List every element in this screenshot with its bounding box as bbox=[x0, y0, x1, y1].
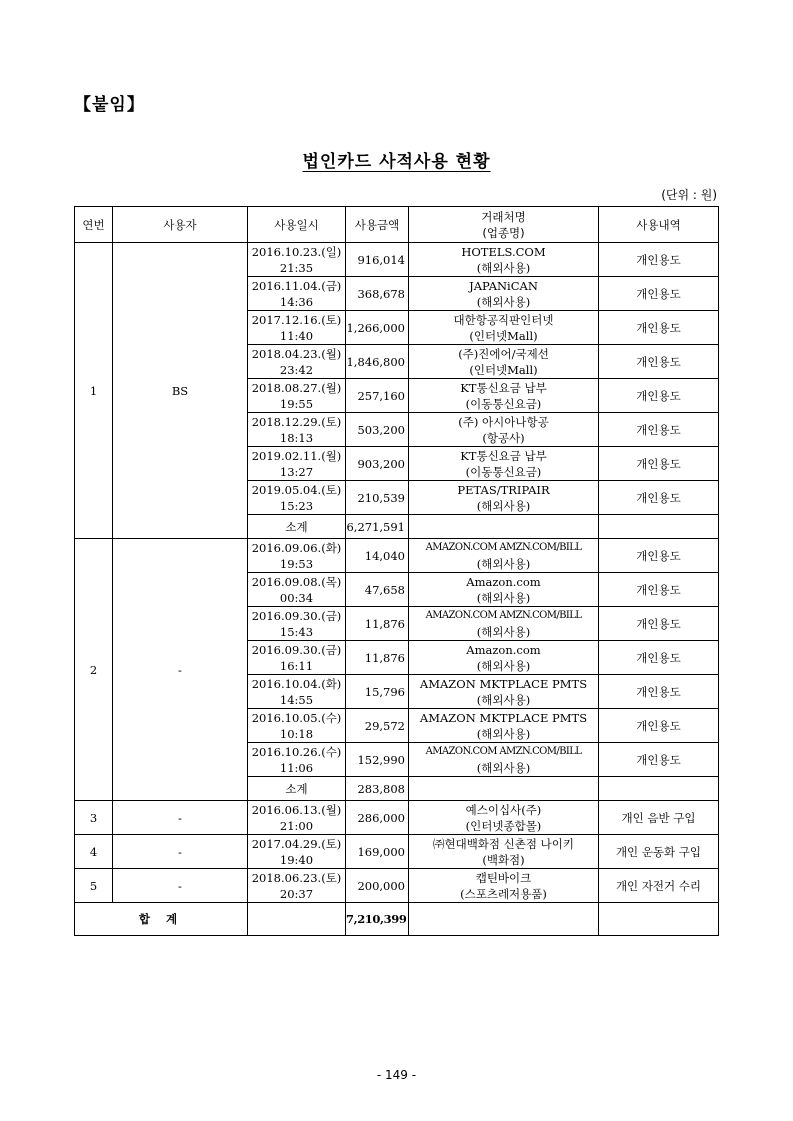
merchant-category: (해외사용) bbox=[476, 556, 531, 571]
usage-amount: 210,539 bbox=[346, 481, 409, 515]
usage-time: 14:55 bbox=[279, 692, 314, 707]
merchant-cell bbox=[409, 743, 599, 777]
subtotal-label: 소계 bbox=[248, 777, 346, 801]
row-number: 3 bbox=[75, 801, 113, 835]
usage-amount: 169,000 bbox=[346, 835, 409, 869]
usage-datetime bbox=[248, 447, 346, 481]
merchant-category: (항공사) bbox=[482, 430, 525, 445]
row-number: 5 bbox=[75, 869, 113, 903]
page-number: - 149 - bbox=[376, 1068, 417, 1082]
page-title-text: 법인카드 사적사용 현황 bbox=[302, 152, 491, 172]
usage-amount: 200,000 bbox=[346, 869, 409, 903]
merchant-category: (해외사용) bbox=[476, 498, 531, 513]
merchant-name: AMAZON.COM AMZN.COM/BILL bbox=[425, 745, 582, 757]
page-title bbox=[0, 147, 793, 172]
usage-amount: 916,014 bbox=[346, 243, 409, 277]
merchant-cell bbox=[409, 447, 599, 481]
usage-date: 2016.09.08.(목) bbox=[251, 574, 342, 589]
merchant-cell bbox=[409, 607, 599, 641]
usage-purpose: 개인용도 bbox=[599, 641, 719, 675]
usage-datetime bbox=[248, 801, 346, 835]
usage-datetime bbox=[248, 311, 346, 345]
usage-purpose: 개인 운동화 구입 bbox=[599, 835, 719, 869]
total-row bbox=[75, 903, 719, 936]
usage-date: 2016.10.04.(화) bbox=[251, 676, 342, 691]
subtotal-empty-merchant bbox=[409, 515, 599, 539]
usage-time: 15:43 bbox=[279, 624, 314, 639]
unit-note: (단위 : 원) bbox=[661, 188, 717, 202]
usage-purpose: 개인용도 bbox=[599, 243, 719, 277]
usage-datetime bbox=[248, 743, 346, 777]
usage-purpose: 개인용도 bbox=[599, 447, 719, 481]
usage-datetime bbox=[248, 481, 346, 515]
subtotal-empty-purpose bbox=[599, 777, 719, 801]
merchant-cell bbox=[409, 869, 599, 903]
merchant-category: (해외사용) bbox=[476, 260, 531, 275]
usage-amount: 503,200 bbox=[346, 413, 409, 447]
usage-datetime bbox=[248, 709, 346, 743]
merchant-cell bbox=[409, 835, 599, 869]
merchant-name: (주)진에어/국제선 bbox=[458, 346, 549, 361]
merchant-cell bbox=[409, 709, 599, 743]
merchant-name: JAPANiCAN bbox=[469, 278, 538, 293]
total-empty-purpose bbox=[599, 903, 719, 936]
usage-date: 2016.11.04.(금) bbox=[251, 278, 342, 293]
usage-datetime bbox=[248, 573, 346, 607]
usage-time: 15:23 bbox=[279, 498, 314, 513]
header-datetime: 사용일시 bbox=[248, 207, 346, 243]
merchant-cell bbox=[409, 345, 599, 379]
usage-time: 11:06 bbox=[279, 760, 314, 775]
usage-purpose: 개인용도 bbox=[599, 743, 719, 777]
usage-amount: 1,846,800 bbox=[346, 345, 409, 379]
usage-purpose: 개인용도 bbox=[599, 311, 719, 345]
usage-datetime bbox=[248, 243, 346, 277]
usage-purpose: 개인용도 bbox=[599, 277, 719, 311]
attachment-label: 【붙임】 bbox=[74, 95, 145, 115]
usage-datetime bbox=[248, 675, 346, 709]
merchant-cell bbox=[409, 573, 599, 607]
usage-date: 2016.09.30.(금) bbox=[251, 642, 342, 657]
usage-purpose: 개인용도 bbox=[599, 481, 719, 515]
usage-date: 2016.09.30.(금) bbox=[251, 608, 342, 623]
row-number: 1 bbox=[75, 243, 113, 539]
header-row bbox=[75, 207, 719, 243]
merchant-category: (해외사용) bbox=[476, 658, 531, 673]
usage-amount: 11,876 bbox=[346, 607, 409, 641]
merchant-cell bbox=[409, 311, 599, 345]
header-user: 사용자 bbox=[113, 207, 248, 243]
usage-purpose: 개인용도 bbox=[599, 379, 719, 413]
merchant-cell bbox=[409, 641, 599, 675]
row-number: 4 bbox=[75, 835, 113, 869]
usage-date: 2019.02.11.(월) bbox=[251, 448, 342, 463]
usage-datetime bbox=[248, 835, 346, 869]
user-name: - bbox=[113, 835, 248, 869]
usage-datetime bbox=[248, 379, 346, 413]
usage-time: 21:00 bbox=[279, 818, 314, 833]
merchant-name: KT통신요금 납부 bbox=[460, 448, 547, 463]
usage-purpose: 개인용도 bbox=[599, 345, 719, 379]
merchant-name: Amazon.com bbox=[466, 642, 541, 657]
usage-date: 2019.05.04.(토) bbox=[251, 482, 342, 497]
usage-date: 2018.12.29.(토) bbox=[251, 414, 342, 429]
subtotal-amount: 6,271,591 bbox=[346, 515, 409, 539]
usage-amount: 29,572 bbox=[346, 709, 409, 743]
usage-datetime bbox=[248, 641, 346, 675]
usage-time: 21:35 bbox=[279, 260, 314, 275]
table-row bbox=[75, 869, 719, 903]
usage-date: 2018.06.23.(토) bbox=[251, 870, 342, 885]
subtotal-label: 소계 bbox=[248, 515, 346, 539]
usage-amount: 257,160 bbox=[346, 379, 409, 413]
merchant-category: (해외사용) bbox=[476, 624, 531, 639]
merchant-name: AMAZON.COM AMZN.COM/BILL bbox=[425, 609, 582, 621]
merchant-category: (해외사용) bbox=[476, 726, 531, 741]
usage-amount: 15,796 bbox=[346, 675, 409, 709]
header-merchant-name: 거래처명 bbox=[481, 209, 526, 224]
merchant-cell bbox=[409, 277, 599, 311]
table-row bbox=[75, 539, 719, 573]
header-merchant bbox=[409, 207, 599, 243]
header-purpose: 사용내역 bbox=[599, 207, 719, 243]
subtotal-empty-merchant bbox=[409, 777, 599, 801]
usage-purpose: 개인용도 bbox=[599, 573, 719, 607]
usage-date: 2018.08.27.(월) bbox=[251, 380, 342, 395]
usage-time: 11:40 bbox=[279, 328, 314, 343]
usage-datetime bbox=[248, 607, 346, 641]
merchant-name: Amazon.com bbox=[466, 574, 541, 589]
usage-datetime bbox=[248, 277, 346, 311]
merchant-category: (스포츠레저용품) bbox=[460, 886, 547, 901]
usage-date: 2016.06.13.(월) bbox=[251, 802, 342, 817]
merchant-category: (이동통신요금) bbox=[465, 464, 542, 479]
usage-purpose: 개인 자전거 수리 bbox=[599, 869, 719, 903]
usage-time: 19:40 bbox=[279, 852, 314, 867]
merchant-cell bbox=[409, 801, 599, 835]
usage-datetime bbox=[248, 345, 346, 379]
usage-purpose: 개인용도 bbox=[599, 413, 719, 447]
merchant-cell bbox=[409, 379, 599, 413]
merchant-category: (인터넷Mall) bbox=[469, 362, 538, 377]
merchant-cell bbox=[409, 539, 599, 573]
user-name: - bbox=[113, 801, 248, 835]
subtotal-empty-purpose bbox=[599, 515, 719, 539]
usage-date: 2016.10.26.(수) bbox=[251, 744, 342, 759]
usage-amount: 14,040 bbox=[346, 539, 409, 573]
user-name: - bbox=[113, 869, 248, 903]
merchant-category: (인터넷Mall) bbox=[469, 328, 538, 343]
total-amount: 7,210,399 bbox=[346, 903, 409, 936]
merchant-category: (백화점) bbox=[482, 852, 525, 867]
merchant-category: (이동통신요금) bbox=[465, 396, 542, 411]
usage-amount: 47,658 bbox=[346, 573, 409, 607]
usage-date: 2016.09.06.(화) bbox=[251, 540, 342, 555]
usage-time: 23:42 bbox=[279, 362, 314, 377]
usage-time: 19:55 bbox=[279, 396, 314, 411]
merchant-cell bbox=[409, 413, 599, 447]
total-empty-datetime bbox=[248, 903, 346, 936]
usage-purpose: 개인 음반 구입 bbox=[599, 801, 719, 835]
usage-time: 14:36 bbox=[279, 294, 314, 309]
total-label: 합 계 bbox=[75, 903, 248, 936]
subtotal-amount: 283,808 bbox=[346, 777, 409, 801]
usage-time: 20:37 bbox=[279, 886, 314, 901]
merchant-category: (해외사용) bbox=[476, 760, 531, 775]
table-row bbox=[75, 243, 719, 277]
usage-date: 2017.12.16.(토) bbox=[251, 312, 342, 327]
merchant-name: ㈜현대백화점 신촌점 나이키 bbox=[432, 836, 574, 851]
header-merchant-category: (업종명) bbox=[482, 225, 525, 240]
usage-amount: 1,266,000 bbox=[346, 311, 409, 345]
merchant-cell bbox=[409, 481, 599, 515]
table-row bbox=[75, 801, 719, 835]
usage-purpose: 개인용도 bbox=[599, 607, 719, 641]
usage-time: 18:13 bbox=[279, 430, 314, 445]
usage-time: 16:11 bbox=[279, 658, 314, 673]
merchant-cell bbox=[409, 243, 599, 277]
merchant-name: PETAS/TRIPAIR bbox=[457, 482, 550, 497]
merchant-name: (주) 아시아나항공 bbox=[458, 414, 549, 429]
usage-purpose: 개인용도 bbox=[599, 675, 719, 709]
usage-date: 2017.04.29.(토) bbox=[251, 836, 342, 851]
merchant-name: HOTELS.COM bbox=[461, 244, 546, 259]
usage-time: 13:27 bbox=[279, 464, 314, 479]
table-body bbox=[75, 243, 719, 936]
usage-time: 19:53 bbox=[279, 556, 314, 571]
row-number: 2 bbox=[75, 539, 113, 801]
merchant-category: (해외사용) bbox=[476, 692, 531, 707]
merchant-cell bbox=[409, 675, 599, 709]
user-name: - bbox=[113, 539, 248, 801]
header-no: 연번 bbox=[75, 207, 113, 243]
merchant-category: (해외사용) bbox=[476, 590, 531, 605]
merchant-name: KT통신요금 납부 bbox=[460, 380, 547, 395]
usage-date: 2016.10.05.(수) bbox=[251, 710, 342, 725]
merchant-name: 대한항공직판인터넷 bbox=[453, 312, 554, 327]
merchant-name: 캡틴바이크 bbox=[475, 870, 532, 885]
usage-datetime bbox=[248, 413, 346, 447]
card-usage-table bbox=[74, 206, 719, 936]
table-row bbox=[75, 835, 719, 869]
merchant-category: (인터넷종합몰) bbox=[465, 818, 542, 833]
usage-date: 2018.04.23.(월) bbox=[251, 346, 342, 361]
usage-time: 00:34 bbox=[279, 590, 314, 605]
merchant-name: AMAZON MKTPLACE PMTS bbox=[419, 676, 588, 691]
usage-amount: 903,200 bbox=[346, 447, 409, 481]
usage-amount: 152,990 bbox=[346, 743, 409, 777]
total-empty-merchant bbox=[409, 903, 599, 936]
merchant-name: 예스이십사(주) bbox=[465, 802, 542, 817]
user-name: BS bbox=[113, 243, 248, 539]
usage-time: 10:18 bbox=[279, 726, 314, 741]
header-amount: 사용금액 bbox=[346, 207, 409, 243]
usage-date: 2016.10.23.(일) bbox=[251, 244, 342, 259]
usage-datetime bbox=[248, 539, 346, 573]
usage-amount: 11,876 bbox=[346, 641, 409, 675]
merchant-name: AMAZON MKTPLACE PMTS bbox=[419, 710, 588, 725]
usage-amount: 368,678 bbox=[346, 277, 409, 311]
merchant-name: AMAZON.COM AMZN.COM/BILL bbox=[425, 541, 582, 553]
usage-amount: 286,000 bbox=[346, 801, 409, 835]
usage-datetime bbox=[248, 869, 346, 903]
usage-purpose: 개인용도 bbox=[599, 709, 719, 743]
merchant-category: (해외사용) bbox=[476, 294, 531, 309]
usage-purpose: 개인용도 bbox=[599, 539, 719, 573]
